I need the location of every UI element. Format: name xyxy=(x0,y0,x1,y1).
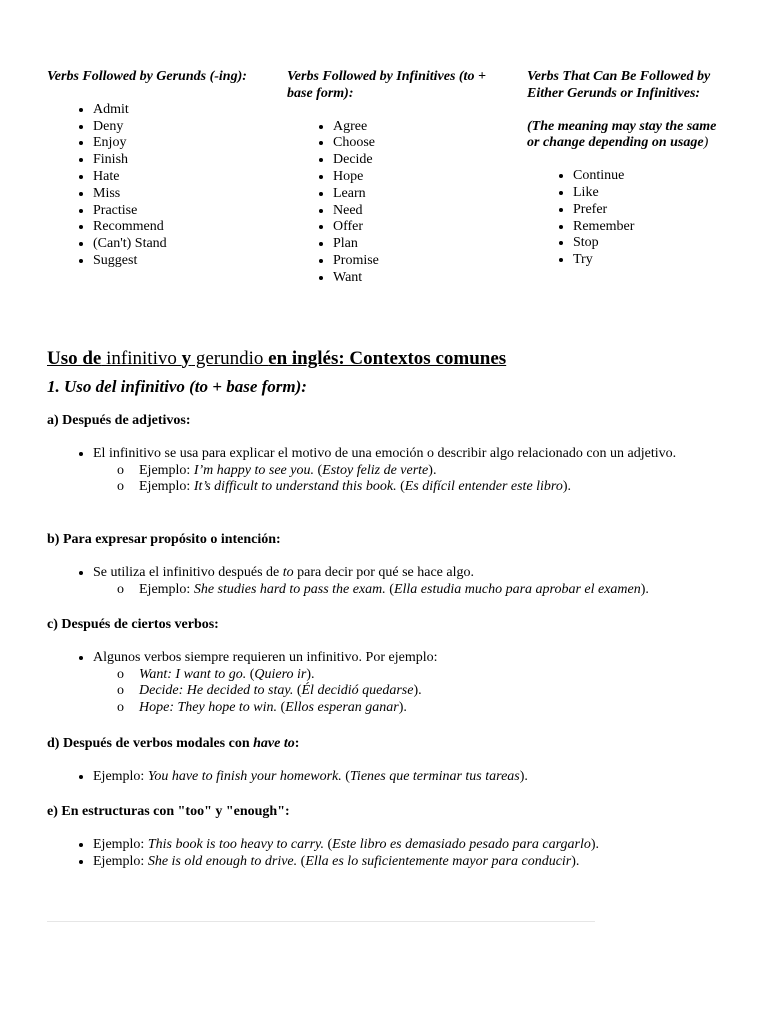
list-item: • Deny xyxy=(93,119,247,136)
list-item: • Algunos verbos siempre requieren un infinitivo. Por ejemplo: o Want: I want to go. (Quiero ir). o Decide: He decided to stay. (Él decidió quedarse). o Hope: They hope to win. (Ellos esperan ganar). xyxy=(93,650,707,717)
gerunds-column xyxy=(47,69,247,270)
list-item: • Ejemplo: She is old enough to drive. (Ella es lo suficientemente mayor para conducir). xyxy=(93,854,707,871)
list-item: • Try xyxy=(573,252,727,269)
gerunds-list xyxy=(47,102,247,270)
section-heading: e) En estructuras con "too" y "enough": xyxy=(47,804,290,819)
either-heading: Verbs That Can Be Followed by Either Gerunds or Infinitives: xyxy=(527,69,711,101)
section-heading: c) Después de ciertos verbos: xyxy=(47,617,219,632)
list-item: • Plan xyxy=(333,236,487,253)
list-item: • Agree xyxy=(333,119,487,136)
section-heading: a) Después de adjetivos: xyxy=(47,413,191,428)
gerunds-heading: Verbs Followed by Gerunds (-ing): xyxy=(47,69,247,84)
section-a xyxy=(47,413,707,496)
section-b xyxy=(47,532,707,598)
section-d xyxy=(47,736,707,786)
example-item: o Ejemplo: It’s difficult to understand this book. (Es difícil entender este libro). xyxy=(117,479,707,496)
example-item: o Ejemplo: She studies hard to pass the exam. (Ella estudia mucho para aprobar el examen). xyxy=(117,582,707,599)
infinitives-list xyxy=(287,119,487,287)
list-item: • Choose xyxy=(333,135,487,152)
list-item: • Enjoy xyxy=(93,135,247,152)
list-item: • Promise xyxy=(333,253,487,270)
section-heading: b) Para expresar propósito o intención: xyxy=(47,532,281,547)
list-item: • Decide xyxy=(333,152,487,169)
list-item: • Prefer xyxy=(573,202,727,219)
section-heading: d) Después de verbos modales con have to: xyxy=(47,736,300,751)
list-item: • Offer xyxy=(333,219,487,236)
example-item: o Ejemplo: I’m happy to see you. (Estoy feliz de verte). xyxy=(117,463,707,480)
list-item: • Recommend xyxy=(93,219,247,236)
list-item: • Hate xyxy=(93,169,247,186)
list-item: • Remember xyxy=(573,219,727,236)
list-item: • Suggest xyxy=(93,253,247,270)
divider xyxy=(47,921,595,922)
section-e xyxy=(47,804,707,870)
either-column xyxy=(527,69,727,269)
list-item: • Want xyxy=(333,270,487,287)
section-subtitle: 1. Uso del infinitivo (to + base form): xyxy=(47,377,307,396)
infinitives-column xyxy=(287,69,487,287)
list-item: • Ejemplo: This book is too heavy to carry. (Este libro es demasiado pesado para cargarlo). xyxy=(93,837,707,854)
list-item: • Stop xyxy=(573,235,727,252)
example-item: o Want: I want to go. (Quiero ir). xyxy=(117,667,707,684)
list-item: • Practise xyxy=(93,203,247,220)
section-c xyxy=(47,617,707,717)
list-item: • Need xyxy=(333,203,487,220)
infinitives-heading: Verbs Followed by Infinitives (to + base form): xyxy=(287,69,486,101)
list-item: • Learn xyxy=(333,186,487,203)
example-item: o Hope: They hope to win. (Ellos esperan ganar). xyxy=(117,700,707,717)
list-item: • Se utiliza el infinitivo después de to para decir por qué se hace algo. o Ejemplo: She studies hard to pass the exam. (Ella estudia mucho para aprobar el examen). xyxy=(93,565,707,599)
list-item: • Admit xyxy=(93,102,247,119)
example-item: o Decide: He decided to stay. (Él decidió quedarse). xyxy=(117,683,707,700)
list-item: • Like xyxy=(573,185,727,202)
list-item: • Miss xyxy=(93,186,247,203)
list-item: • Continue xyxy=(573,168,727,185)
list-item: • El infinitivo se usa para explicar el motivo de una emoción o describir algo relacionado con un adjetivo. o Ejemplo: I’m happy to see you. (Estoy feliz de verte). o Ejemplo: It’s difficult to understand this book. (Es difícil entender este libro). xyxy=(93,446,707,496)
list-item: • Finish xyxy=(93,152,247,169)
list-item: • Ejemplo: You have to finish your homework. (Tienes que terminar tus tareas). xyxy=(93,769,707,786)
either-list xyxy=(527,168,727,269)
either-note: (The meaning may stay the same or change depending on usage) xyxy=(527,118,717,151)
page-title: Uso de infinitivo y gerundio en inglés: Contextos comunes xyxy=(47,348,507,369)
list-item: • Hope xyxy=(333,169,487,186)
list-item: • (Can't) Stand xyxy=(93,236,247,253)
